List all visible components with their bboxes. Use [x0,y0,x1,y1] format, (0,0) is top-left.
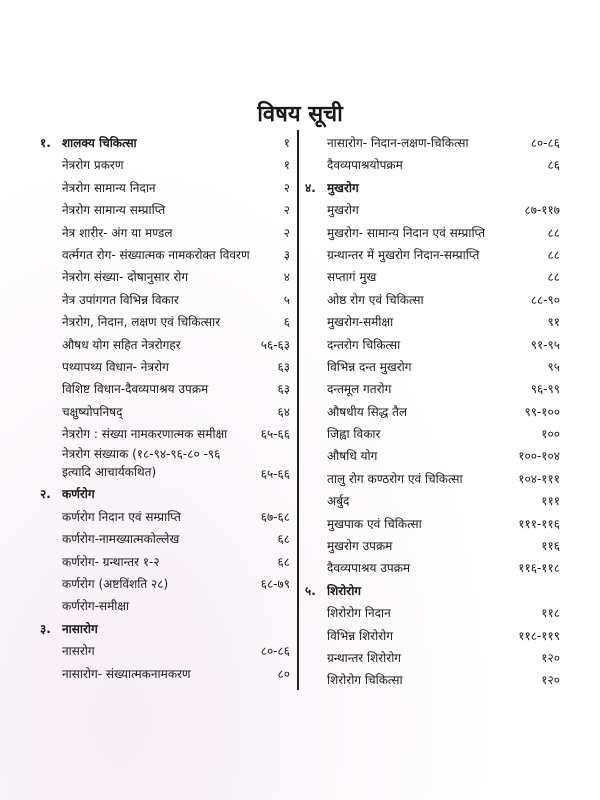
toc-entry [40,244,290,266]
toc-entry [40,289,290,311]
page-number: १ [283,158,290,173]
toc-entry [40,640,290,662]
page-number: ९१-९५ [530,337,560,352]
toc-section-heading [40,618,290,640]
toc-entry [40,573,290,595]
section-number: २. [40,487,51,502]
toc-entry [40,445,290,483]
entry-title: शिरोरोग [327,583,362,598]
entry-title: नासरोग [62,644,95,659]
page-number: २ [283,203,290,218]
page-number: ८७-११७ [524,203,560,218]
page-number: ९९-१०० [524,404,560,419]
page-number: १ [283,135,290,150]
entry-title: चक्षुष्योपनिषद् [62,404,123,419]
toc-entry [305,401,560,423]
entry-title: ओष्ठ रोग एवं चिकित्सा [327,292,424,307]
toc-entry [305,669,560,691]
page-number: २ [283,180,290,195]
page-number: ३ [283,247,290,262]
page-number: ५६-६३ [260,337,290,352]
section-number: ३. [40,621,51,636]
toc-entry [305,378,560,400]
toc-entry [305,356,560,378]
page-number: ६७-६८ [260,509,290,524]
entry-title: विभिन्न शिरोरोग [327,628,394,643]
page-number: १२० [541,650,560,665]
toc-entry [305,625,560,647]
toc-entry [40,551,290,573]
page-number: ९१ [547,315,560,330]
entry-title: तालु रोग कण्ठरोग एवं चिकित्सा [327,471,463,486]
page-number: ८८-९० [530,292,560,307]
page-title: विषय सूची [257,102,343,127]
toc-entry [40,528,290,550]
page-number: ९६-९९ [530,382,560,397]
entry-title: जिह्वा विकार [327,427,381,442]
page-number: ४ [283,270,290,285]
page-number: १२० [541,673,560,688]
entry-title: नेत्ररोग प्रकरण [62,158,124,173]
toc-entry [40,595,290,617]
toc-entry [305,334,560,356]
page-number: ६८ [277,554,290,569]
page-number: ६४ [277,404,290,419]
entry-title: नासारोग [62,621,98,636]
page-number: १११-११६ [518,516,560,531]
entry-title: नेत्र उपांगगत विभिन्न विकार [62,292,179,307]
page-number: १००-१०४ [518,449,560,464]
entry-title: विशिष्ट विधान-दैवव्यपाश्रय उपक्रम [62,382,209,397]
entry-title: पथ्यापथ्य विधान- नेत्ररोग [62,359,169,374]
toc-entry [40,506,290,528]
page-number: ९५ [547,359,560,374]
entry-title: नेत्ररोग, निदान, लक्षण एवं चिकित्सार [62,315,221,330]
page-number: २ [283,225,290,240]
page-number: ८८ [547,225,560,240]
page-number: ८८ [547,270,560,285]
toc-entry [40,199,290,221]
toc-entry [305,468,560,490]
toc-entry [40,266,290,288]
entry-title: मुखपाक एवं चिकित्सा [327,516,422,531]
toc-entry [305,244,560,266]
page-number: ६ [283,315,290,330]
page-number: ८६ [547,158,560,173]
toc-entry [305,311,560,333]
entry-title: औषधीय सिद्ध तैल [327,404,408,419]
entry-title: शालक्य चिकित्सा [62,136,137,150]
toc-entry [40,311,290,333]
toc-entry [305,423,560,445]
entry-title: कर्णरोग (अष्टविंशति २८) [62,577,169,592]
column-divider [297,130,299,690]
page-number: ६३ [277,359,290,374]
page-number: ८० [277,666,290,681]
entry-title: नेत्ररोग : संख्या नामकरणात्मक समीक्षा [62,427,228,442]
page-number: ६५-६६ [260,467,290,482]
entry-title: नेत्ररोग सामान्य निदान [62,180,156,195]
toc-entry [305,132,560,154]
section-number: ५. [305,583,316,598]
section-number: ४. [305,180,316,195]
section-number: १. [40,136,51,150]
entry-title: शिरोरोग चिकित्सा [327,673,403,688]
entry-title: ग्रन्थान्तर में मुखरोग निदान-सम्प्राप्ति [327,247,480,262]
page-number: ६८-७९ [260,577,290,592]
toc-entry [40,222,290,244]
toc-entry [40,356,290,378]
entry-title: दैवव्यपाश्रय उपक्रम [327,561,411,576]
entry-title: मुखरोग [327,180,359,195]
page-number: ६३ [277,382,290,397]
toc-entry [40,401,290,423]
page-number: ६८ [277,532,290,547]
toc-entry [40,177,290,199]
entry-title: नेत्ररोग संख्याक (१८-९४-९६-८० -९६ इत्यादि आचार्यकथित) [62,447,221,480]
toc-entry [305,222,560,244]
entry-title: अर्बुद [327,494,350,509]
entry-title: दन्तरोग चिकित्सा [327,337,401,352]
page-number: ११६ [541,539,560,554]
page-number: १०४-१११ [518,471,560,486]
entry-title: नासारोग- संख्यात्मकनामकरण [62,666,191,681]
toc-entry [305,289,560,311]
page-number: ८८ [547,247,560,262]
page-number: ६५-६६ [260,427,290,442]
entry-title: नेत्ररोग संख्या- दोषानुसार रोग [62,270,189,285]
toc-entry [40,154,290,176]
entry-title: शिरोरोग निदान [327,606,391,621]
entry-title: औषधि योग [327,449,378,464]
entry-title: दन्तमूल गतरोग [327,382,392,397]
toc-entry [305,445,560,467]
toc-entry [40,423,290,445]
entry-title: ग्रन्थान्तर शिरोरोग [327,650,402,665]
toc-right-column [305,132,560,692]
entry-title: नेत्ररोग सामान्य सम्प्राप्ति [62,203,166,218]
toc-section-heading [305,580,560,602]
toc-entry [40,663,290,685]
page-number: ११६-११८ [518,561,560,576]
toc-section-heading [40,483,290,505]
toc-entry [305,513,560,535]
entry-title: सप्तागं मुख [327,270,377,285]
toc-entry [40,334,290,356]
toc-entry [305,557,560,579]
page-number: ११८-११९ [518,628,560,643]
entry-title: नासारोग- निदान-लक्षण-चिकित्सा [327,136,469,150]
entry-title: वर्त्मगत रोग- संख्यात्मक नामकरोक्त विवरण [62,247,250,262]
page-number: १११ [541,494,560,509]
entry-title: नेत्र शारीर- अंग या मण्डल [62,225,173,240]
entry-title: औषध योग सहित नेत्ररोगहर [62,337,181,352]
toc-section-heading [40,132,290,154]
entry-title: दैवव्यपाश्रयोपक्रम [327,158,403,173]
entry-title: कर्णरोग निदान एवं सम्प्राप्ति [62,509,181,524]
toc-entry [305,535,560,557]
entry-title: विभिन्न दन्त मुखरोग [327,359,412,374]
toc-entry [305,602,560,624]
toc-entry [40,378,290,400]
entry-title: मुखरोग- सामान्य निदान एवं सम्प्राप्ति [327,225,486,240]
page-number: ५ [283,292,290,307]
toc-entry [305,647,560,669]
entry-title: मुखरोग [327,203,359,218]
toc-entry [305,199,560,221]
page-number: १०० [541,427,560,442]
toc-left-column [40,132,290,685]
entry-title: मुखरोग उपक्रम [327,539,393,554]
toc-section-heading [305,177,560,199]
toc-entry [305,490,560,512]
toc-entry [305,266,560,288]
toc-entry [305,154,560,176]
entry-title: कर्णरोग [62,487,95,502]
entry-title: कर्णरोग-नामख्यात्मकोल्लेख [62,532,180,547]
entry-title: कर्णरोग-समीक्षा [62,599,130,614]
entry-title: कर्णरोग- ग्रन्थान्तर १-२ [62,554,160,569]
entry-title: मुखरोग-समीक्षा [327,315,394,330]
page-number: ८०-८६ [260,644,290,659]
page-number: ११८ [541,606,560,621]
page-number: ८०-८६ [530,135,560,150]
